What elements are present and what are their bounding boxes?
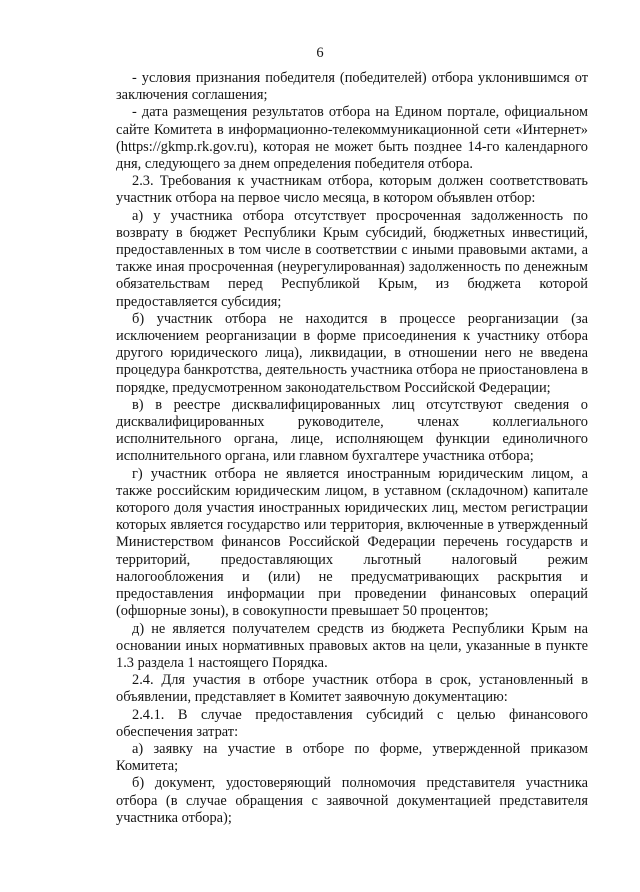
paragraph-item-d: д) не является получателем средств из бюджета Республики Крым на основании иных нормативных правовых актов на цели, указанные в пункте 1.3 раздела 1 настоящего Порядка. xyxy=(116,620,588,671)
paragraph-item-a: а) у участника отбора отсутствует просроченная задолженность по возврату в бюджет Республики Крым субсидий, бюджетных инвестиций, предоставленных в том числе в соответствии с иными правовыми актами, а также иная просроченная (неурегулированная) задолженность по денежным обязательствам перед Республикой Крым, из бюджета которой предоставляется субсидия; xyxy=(116,207,588,310)
page-number: 6 xyxy=(316,45,324,61)
paragraph-section-2-4-1: 2.4.1. В случае предоставления субсидий с целью финансового обеспечения затрат: xyxy=(116,706,588,740)
paragraph-application-b: б) документ, удостоверяющий полномочия представителя участника отбора (в случае обращения с заявочной документацией представителя участника отбора); xyxy=(116,775,588,826)
paragraph-item-g: г) участник отбора не является иностранным юридическим лицом, а также российским юридическим лицом, в уставном (складочном) капитале которого доля участия иностранных юридических лиц, местом регистрации которых является государство или территория, включенные в утвержденный Министерством финансов Российской Федерации перечень государств и территорий, предоставляющих льготный налоговый режим налогообложения и (или) не предусматривающих раскрытия и предоставления информации при проведении финансовых операций (офшорные зоны), в совокупности превышает 50 процентов; xyxy=(116,465,588,620)
paragraph-item-v: в) в реестре дисквалифицированных лиц отсутствуют сведения о дисквалифицированных руководителе, членах коллегиального исполнительного органа, лице, исполняющем функции единоличного исполнительного органа, или главном бухгалтере участника отбора; xyxy=(116,396,588,465)
document-body xyxy=(116,70,588,827)
paragraph-section-2-3: 2.3. Требования к участникам отбора, которым должен соответствовать участник отбора на первое число месяца, в котором объявлен отбор: xyxy=(116,173,588,207)
paragraph-section-2-4: 2.4. Для участия в отборе участник отбора в срок, установленный в объявлении, представляет в Комитет заявочную документацию: xyxy=(116,672,588,706)
paragraph-item-b: б) участник отбора не находится в процессе реорганизации (за исключением реорганизации в форме присоединения к участнику отбора другого юридического лица), ликвидации, в отношении него не введена процедура банкротства, деятельность участника отбора не приостановлена в порядке, предусмотренном законодательством Российской Федерации; xyxy=(116,310,588,396)
paragraph-condition-evasion: - условия признания победителя (победителей) отбора уклонившимся от заключения соглашения; xyxy=(116,70,588,104)
paragraph-results-date: - дата размещения результатов отбора на Едином портале, официальном сайте Комитета в информационно-телекоммуникационной сети «Интернет» (https://gkmp.rk.gov.ru), которая не может быть позднее 14-го календарного дня, следующего за днем определения победителя отбора. xyxy=(116,104,588,173)
paragraph-application-a: а) заявку на участие в отборе по форме, утвержденной приказом Комитета; xyxy=(116,740,588,775)
